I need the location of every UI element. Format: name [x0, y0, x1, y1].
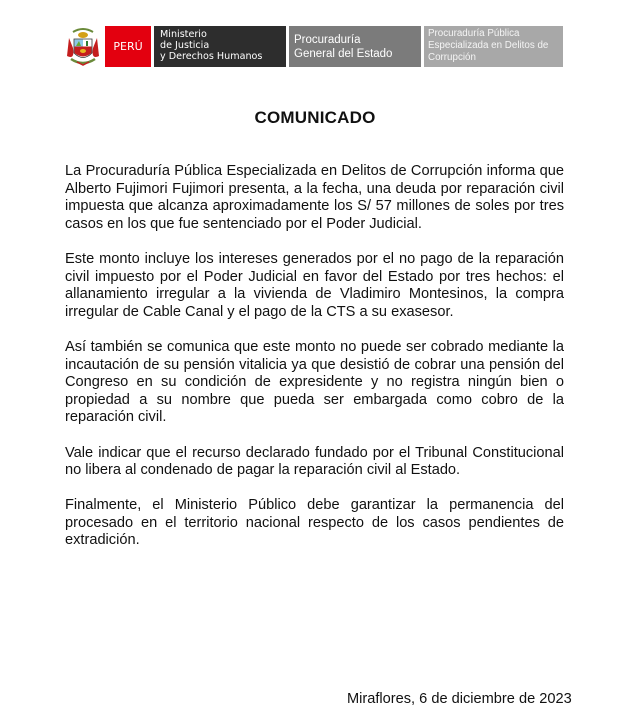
- peru-coat-of-arms-icon: [65, 26, 101, 67]
- ministry-line: y Derechos Humanos: [160, 51, 263, 62]
- ministry-line: de Justicia: [160, 40, 210, 51]
- ministry-line: Ministerio: [160, 29, 207, 40]
- ppedc-line: Procuraduría Pública: [428, 28, 520, 39]
- pge-line: General del Estado: [294, 48, 393, 60]
- ppedc-line: Especializada en Delitos de: [428, 40, 549, 51]
- paragraph: Este monto incluye los intereses generados por el no pago de la reparación civil impuesto por el Poder Judicial en favor del Estado por tres hechos: el allanamiento irregular a la vivienda de Vladimiro Montesinos, la compra irregular de Cable Canal y el pago de la CTS a su exasesor.: [65, 250, 564, 320]
- paragraph: La Procuraduría Pública Especializada en Delitos de Corrupción informa que Alberto Fujimori Fujimori presenta, a la fecha, una deuda por reparación civil impuesta que alcanza aproximadamente los S/ 57 millones de soles por tres casos en los que fue sentenciado por el Poder Judicial.: [65, 163, 564, 232]
- paragraph: Finalmente, el Ministerio Público debe garantizar la permanencia del procesado en el territorio nacional respecto de los casos pendientes de extradición.: [65, 497, 564, 549]
- place-date: Miraflores, 6 de diciembre de 2023: [347, 691, 572, 707]
- ppedc-brand-box: [424, 26, 563, 67]
- ministry-brand-box: [154, 26, 286, 67]
- pge-brand-box: [289, 26, 421, 67]
- document-body: [65, 163, 564, 568]
- document-title: COMUNICADO: [254, 108, 376, 127]
- peru-label: PERÚ: [113, 40, 143, 53]
- letterhead: [65, 26, 563, 67]
- pge-line: Procuraduría: [294, 34, 361, 46]
- ppedc-line: Corrupción: [428, 52, 476, 63]
- peru-brand-box: [105, 26, 151, 67]
- paragraph: Así también se comunica que este monto no puede ser cobrado mediante la incautación de su pensión vitalicia ya que desistió de cobrar una pensión del Congreso en su condición de expresidente y no registra ningún bien o propiedad a su nombre que pueda ser embargada como cobro de la reparación civil.: [65, 338, 564, 426]
- paragraph: Vale indicar que el recurso declarado fundado por el Tribunal Constitucional no libera al condenado de pagar la reparación civil al Estado.: [65, 444, 564, 479]
